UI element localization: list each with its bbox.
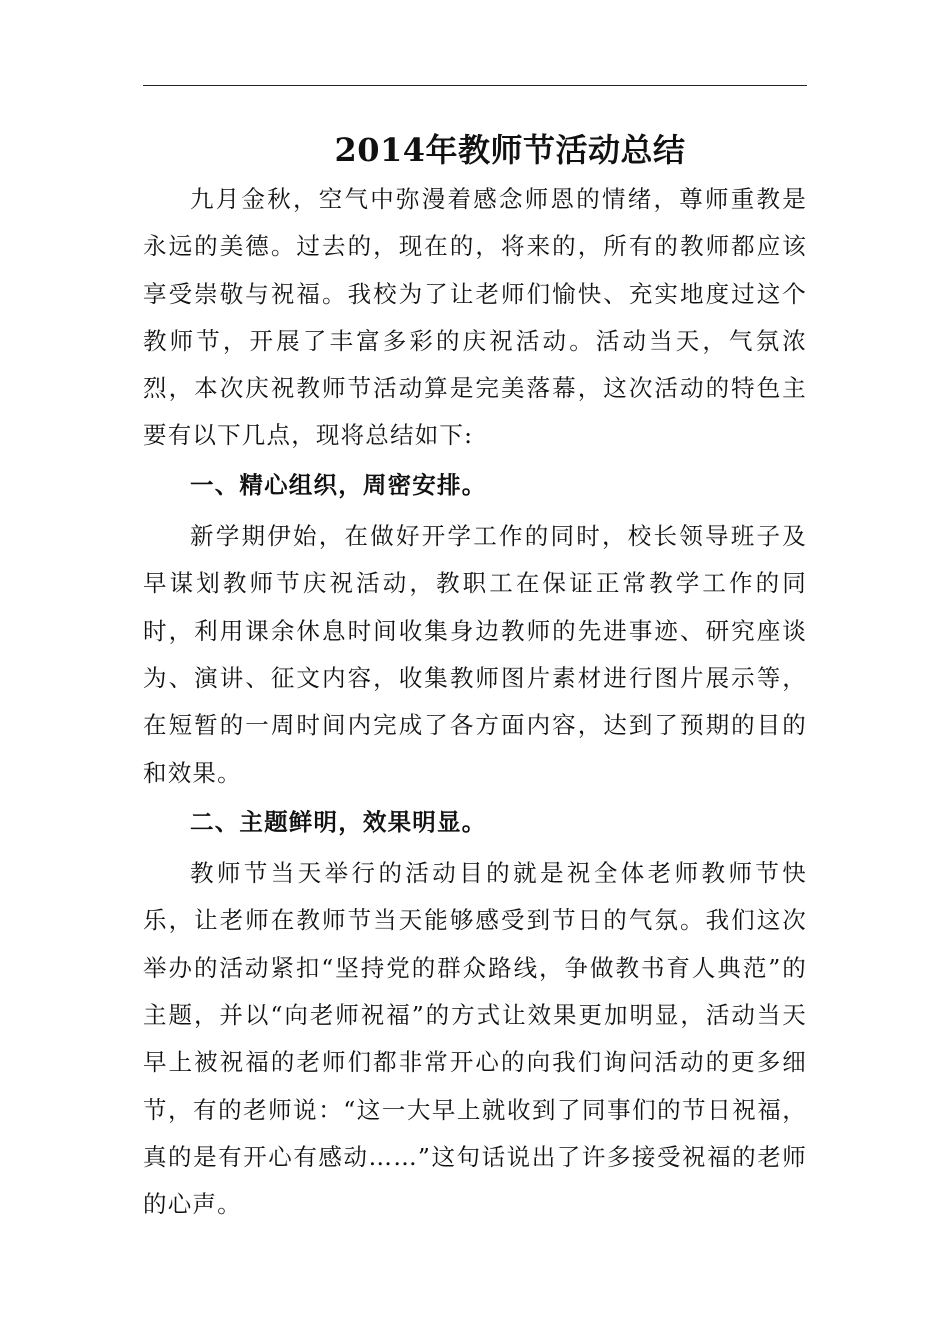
header-rule [143, 85, 807, 86]
section-heading-2: 二、主题鲜明，效果明显。 [190, 807, 487, 836]
section-2-paragraph: 教师节当天举行的活动目的就是祝全体老师教师节快乐，让老师在教师节当天能够感受到节日的气氛。我们这次举办的活动紧扣“坚持党的群众路线，争做教书育人典范”的主题，并以“向老师祝福”的方式让效果更加明显，活动当天早上被祝福的老师们都非常开心的向我们询问活动的更多细节，有的老师说：“这一大早上就收到了同事们的节日祝福，真的是有开心有感动……”这句话说出了许多接受祝福的老师的心声。 [143, 859, 807, 1219]
section-heading-1: 一、精心组织，周密安排。 [190, 470, 487, 499]
intro-paragraph: 九月金秋，空气中弥漫着感念师恩的情绪，尊师重教是永远的美德。过去的，现在的，将来的，所有的教师都应该享受崇敬与祝福。我校为了让老师们愉快、充实地度过这个教师节，开展了丰富多彩的庆祝活动。活动当天，气氛浓烈，本次庆祝教师节活动算是完美落幕，这次活动的特色主要有以下几点，现将总结如下: [143, 185, 807, 450]
page-title: 2014年教师节活动总结 [334, 131, 686, 169]
document-body [143, 176, 807, 1229]
section-1-paragraph: 新学期伊始，在做好开学工作的同时，校长领导班子及早谋划教师节庆祝活动，教职工在保证正常教学工作的同时，利用课余休息时间收集身边教师的先进事迹、研究座谈为、演讲、征文内容，收集教师图片素材进行图片展示等，在短暂的一周时间内完成了各方面内容，达到了预期的目的和效果。 [143, 522, 807, 787]
